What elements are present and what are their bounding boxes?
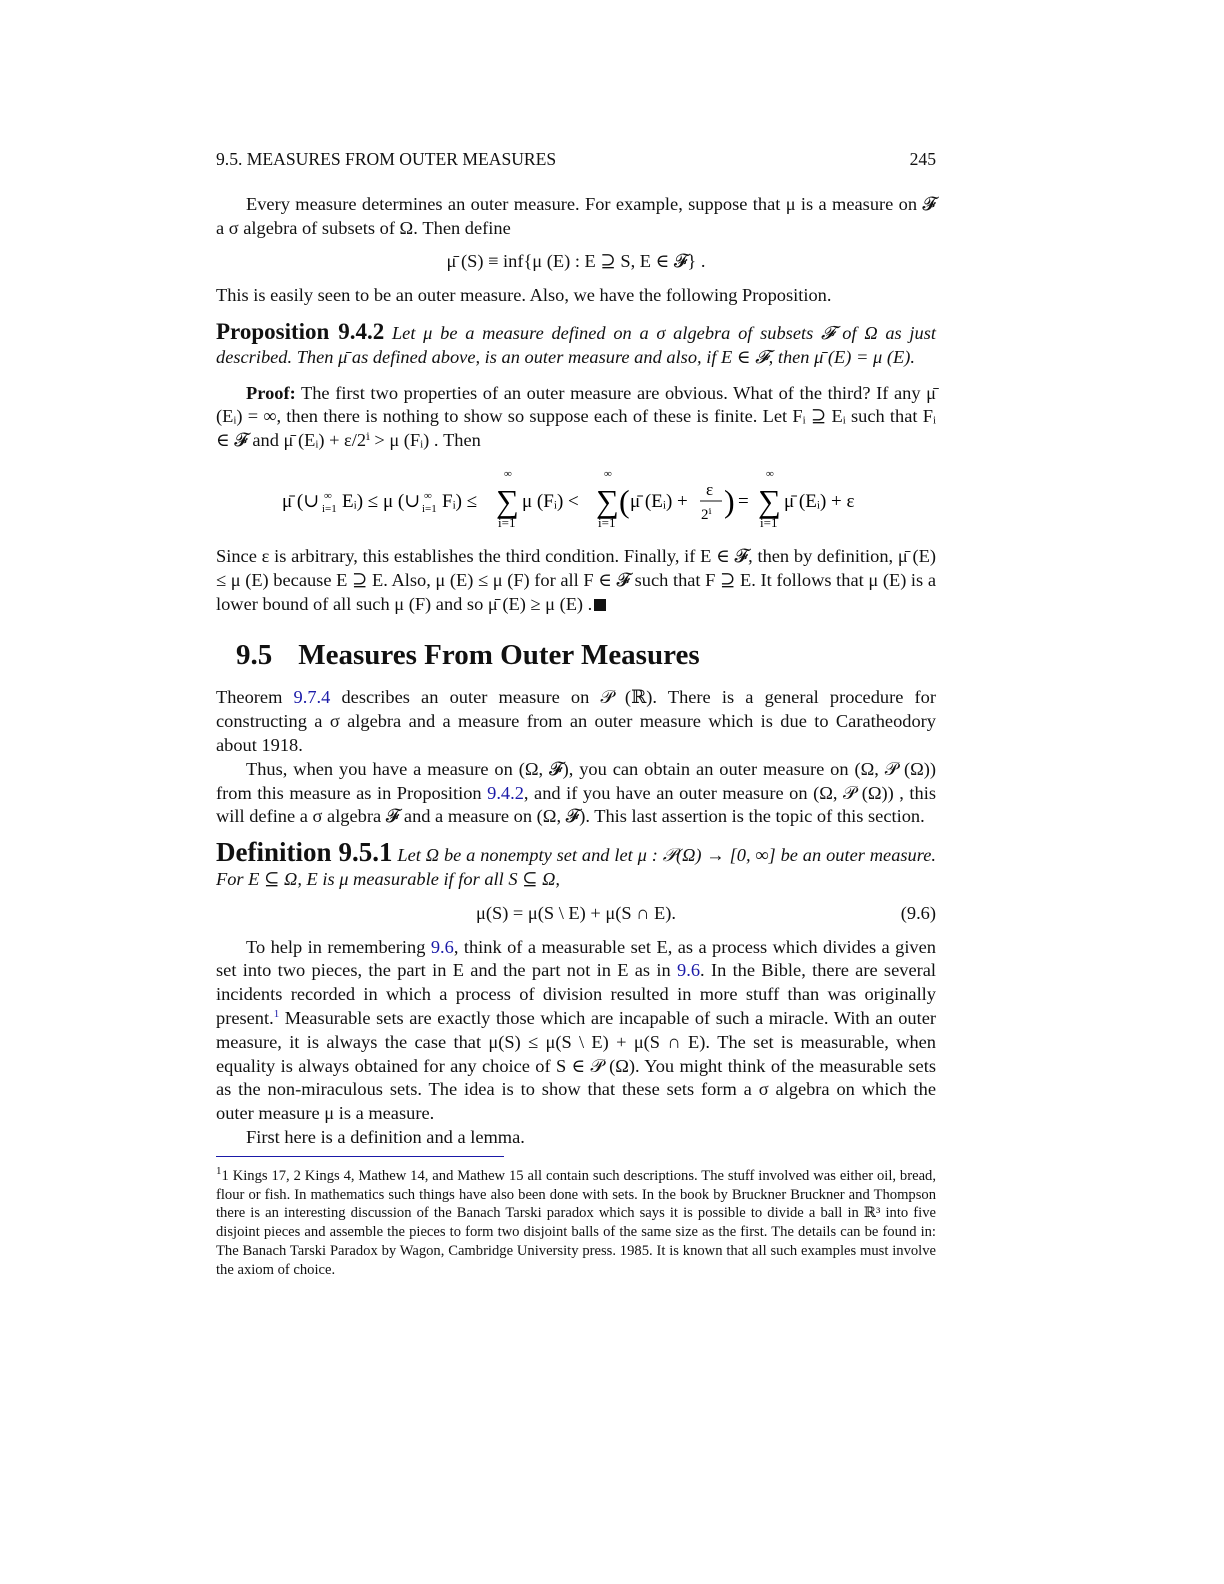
eq-fi: Fᵢ) ≤ (442, 490, 478, 512)
remark-paragraph-2: First here is a definition and a lemma. (246, 1126, 525, 1147)
section-title: Measures From Outer Measures (298, 639, 700, 672)
eq-sum3-bottom: i=1 (760, 514, 778, 530)
eq-equals: = (738, 490, 749, 512)
footnote-text: 1 Kings 17, 2 Kings 4, Mathew 14, and Mathew 15 all contain such descriptions. The stuff involved was either oil, bread, flour or fish. In mathematics such things have also been done with sets. In the book by Bruckner Bruckner and Thompson there is an interesting discussion of the Banach Tarski paradox which says it is possible to divide a ball in ℝ³ into five disjoint pieces and assemble the pieces to form two disjoint balls of the same size as the first. The details can be found in: The Banach Tarski Paradox by Wagon, Cambridge University press. 1985. It is known that all such examples must involve the axiom of choice. (216, 1167, 936, 1278)
eq-mu-fi: μ (Fᵢ) < (522, 490, 579, 512)
equation-link-1[interactable]: 9.6 (430, 936, 454, 957)
section-paragraph-1 (216, 686, 936, 757)
footnote (216, 1164, 936, 1280)
proposition-link[interactable]: 9.4.2 (487, 782, 524, 803)
remark-text-b: , think of a measurable set E, as a process which divides a given set into two pieces, the part in E and the part not in E as in (216, 936, 936, 981)
eq-sum1-bottom: i=1 (498, 514, 516, 530)
eq-lhs: μ̄ (∪ (282, 490, 320, 512)
eq-sum3: ∑ (758, 482, 781, 519)
proof-paragraph (216, 382, 936, 453)
page (216, 148, 936, 1279)
definition-text: Let Ω be a nonempty set and let μ : 𝒫(Ω) → [0, ∞] be an outer measure. For E ⊆ Ω, E is μ measurable if for all S ⊆ Ω, (216, 845, 936, 889)
definition (216, 837, 936, 892)
eq-sup-1: ∞ (324, 489, 332, 502)
eq-paren-right: ) (724, 482, 735, 519)
proof-conclusion-text: Since ε is arbitrary, this establishes the third condition. Finally, if E ∈ 𝓕, then by definition, μ̄ (E) ≤ μ (E) because E ⊇ E. Also, μ (E) ≤ μ (F) for all F ∈ 𝓕 such that F ⊇ E. It follows that μ (E) is a lower bound of all such μ (F) and so μ̄ (E) ≥ μ (E) . (216, 545, 936, 614)
theorem-link[interactable]: 9.7.4 (293, 687, 331, 708)
remark-text-d: Measurable sets are exactly those which are incapable of such a miracle. With an outer measure, it is always the case that μ(S) ≤ μ(S \ E) + μ(S ∩ E). The set is measurable, when equality is always obtained for any choice of S ∈ 𝒫 (Ω). You might think of the measurable sets as the non-miraculous sets. The idea is to show that these sets form a σ algebra on which the outer measure μ is a measure. (216, 1007, 936, 1124)
eq-sum3-top: ∞ (766, 467, 774, 480)
section-p2-text-b: , and if you have an outer measure on (Ω, 𝒫 (Ω)) , this will define a σ algebra 𝓕 and a measure on (Ω, 𝓕). This last assertion is the topic of this section. (216, 782, 936, 827)
eq-ei: Eᵢ) ≤ μ (∪ (342, 490, 421, 512)
section-paragraph-2 (216, 758, 936, 829)
proposition (216, 320, 936, 370)
eq-sum1-top: ∞ (504, 467, 512, 480)
footnote-marker[interactable]: 1 (273, 1007, 280, 1020)
definition-label: Definition 9.5.1 (216, 837, 393, 868)
remark-text-c: . In the Bible, there are several incidents recorded in which a process of division resulted in more stuff than was originally present. (216, 960, 936, 1028)
footnote-rule (216, 1156, 504, 1157)
section-p1-text-a: Theorem (216, 687, 294, 708)
proof-label: Proof: (246, 382, 296, 403)
proof-conclusion (216, 545, 936, 616)
eq-sub-1: i=1 (322, 502, 337, 515)
eq-tail: μ̄ (Eᵢ) + ε (784, 490, 855, 512)
remark-paragraph (216, 936, 936, 1126)
proof-chain-svg (216, 467, 936, 533)
eq-mubar-ei: μ̄ (Eᵢ) + (630, 490, 688, 512)
measurability-equation-text: μ(S) = μ(S \ E) + μ(S ∩ E). (476, 902, 676, 923)
page-number: 245 (909, 149, 936, 169)
remark-text-a: To help in remembering (246, 936, 431, 957)
header-section: 9.5. MEASURES FROM OUTER MEASURES (216, 149, 557, 169)
section-number: 9.5 (236, 639, 273, 672)
running-header (216, 148, 936, 172)
equation-link-2[interactable]: 9.6 (677, 960, 701, 981)
proposition-label: Proposition 9.4.2 (216, 318, 385, 344)
footnote-number: 1 (216, 1164, 222, 1177)
section-heading (236, 638, 936, 672)
proof-text: The first two properties of an outer measure are obvious. What of the third? If any μ̄ (Eᵢ) = ∞, then there is nothing to show so suppose each of these is finite. Let Fᵢ ⊇ Eᵢ such that Fᵢ ∈ 𝓕 and μ̄ (Eᵢ) + ε/2ⁱ > μ (Fᵢ) . Then (216, 382, 936, 451)
proof-chain-equation (216, 467, 936, 533)
eq-sum1: ∑ (496, 482, 519, 519)
section-p1-text-b: describes an outer measure on 𝒫 (ℝ). There is a general procedure for constructing a σ algebra and a measure from an outer measure which is due to Caratheodory about 1918. (216, 687, 936, 755)
equation-number: (9.6) (900, 902, 936, 923)
intro-paragraph-2: This is easily seen to be an outer measure. Also, we have the following Proposition. (216, 285, 832, 306)
qed-square-icon (594, 599, 606, 611)
outer-measure-equation: μ̄ (S) ≡ inf{μ (E) : E ⊇ S, E ∈ 𝓕} . (446, 251, 706, 272)
measurability-equation (216, 902, 936, 926)
eq-sup-2: ∞ (424, 489, 432, 502)
section-p2-text-a: Thus, when you have a measure on (Ω, 𝓕), you can obtain an outer measure on (Ω, 𝒫 (Ω)) from this measure as in Proposition (216, 758, 936, 803)
eq-two-i: 2ⁱ (701, 506, 712, 523)
intro-paragraph: Every measure determines an outer measure. For example, suppose that μ is a measure on 𝓕 a σ algebra of subsets of Ω. Then define (216, 193, 936, 238)
eq-sum2-top: ∞ (604, 467, 612, 480)
eq-sub-2: i=1 (422, 502, 437, 515)
eq-eps: ε (706, 479, 714, 499)
eq-sum2-bottom: i=1 (598, 514, 616, 530)
eq-paren-left: ( (619, 482, 630, 519)
proposition-text: Let μ be a measure defined on a σ algebra of subsets 𝓕 of Ω as just described. Then μ̄ as defined above, is an outer measure and also, if E ∈ 𝓕, then μ̄ (E) = μ (E). (216, 322, 936, 367)
eq-sum2: ∑ (596, 482, 619, 519)
